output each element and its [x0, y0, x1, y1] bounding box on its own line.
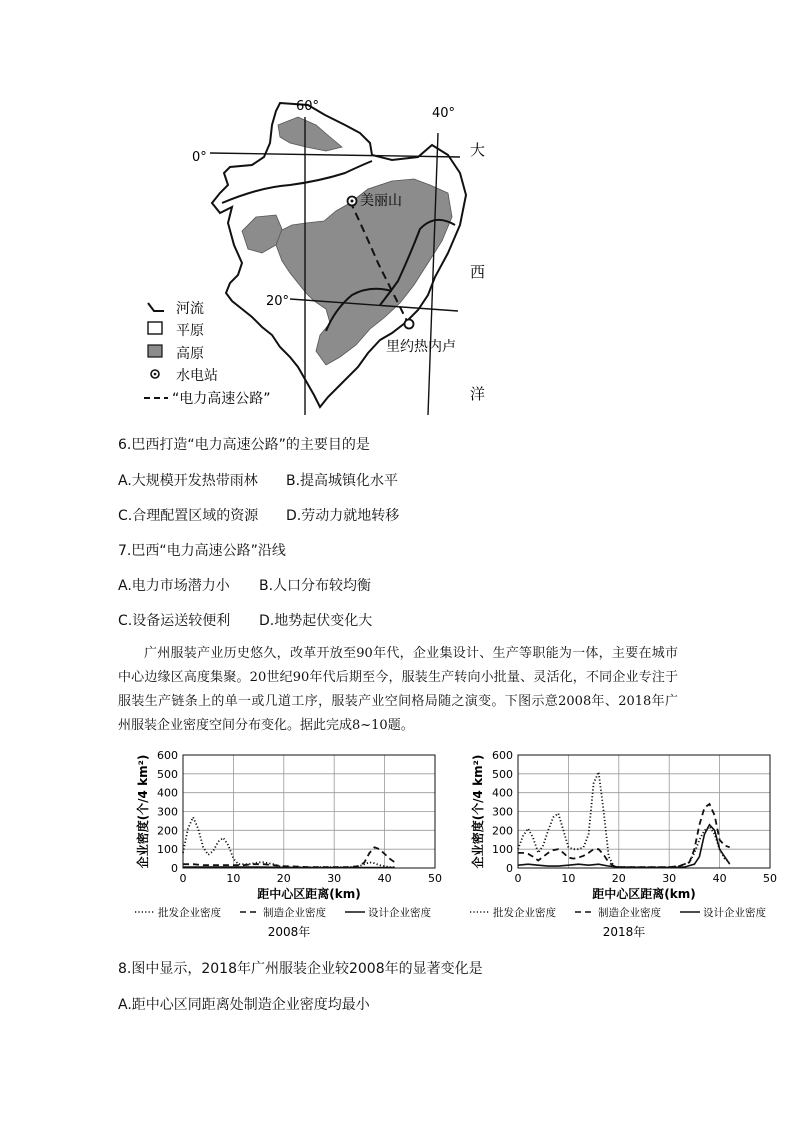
y-tick-label: 400 [492, 786, 513, 800]
y-tick-label: 300 [157, 805, 178, 819]
series-line-dotted [183, 817, 395, 867]
q7-stem: 7.巴西“电力高速公路”沿线 [118, 543, 286, 559]
label-lon60: 60° [296, 99, 320, 114]
y-tick-label: 100 [157, 843, 178, 857]
legend-label-plain: 平原 [176, 323, 204, 339]
q6-option-d[interactable]: D.劳动力就地转移 [286, 508, 400, 524]
legend-label: 设计企业密度 [368, 907, 431, 919]
legend-label: 制造企业密度 [598, 907, 661, 919]
x-tick-label: 0 [179, 872, 187, 885]
legend-label: 设计企业密度 [703, 907, 766, 919]
x-tick-label: 50 [763, 872, 777, 885]
label-rio: 里约热内卢 [386, 339, 456, 355]
brazil-map-figure [130, 95, 500, 415]
x-tick-label: 20 [276, 872, 291, 885]
x-tick-label: 40 [712, 872, 727, 885]
label-lon40: 40° [432, 106, 456, 121]
x-tick-label: 10 [226, 872, 241, 885]
y-tick-label: 500 [157, 767, 178, 781]
series-line-solid [183, 867, 395, 868]
q7-option-d[interactable]: D.地势起伏变化大 [259, 613, 373, 629]
y-tick-label: 0 [171, 862, 178, 875]
series-line-dashed [183, 847, 395, 867]
legend-label-hydro: 水电站 [176, 368, 218, 384]
q8-option-a[interactable]: A.距中心区同距离处制造企业密度均最小 [118, 997, 370, 1013]
chart-2008 [110, 745, 455, 945]
passage-paragraph [118, 642, 678, 738]
hydro-station-icon [151, 370, 159, 378]
label-meilishan: 美丽山 [360, 193, 402, 209]
y-axis-label: 企业密度(个/4 km²) [136, 754, 150, 869]
label-lat0: 0° [192, 150, 207, 165]
q8-stem: 8.图中显示，2018年广州服装企业较2008年的显著变化是 [118, 961, 483, 977]
chart-title: 2008年 [267, 925, 311, 939]
x-tick-label: 10 [561, 872, 576, 885]
y-tick-label: 200 [157, 824, 178, 838]
y-tick-label: 500 [492, 767, 513, 781]
label-lat20: 20° [266, 294, 290, 309]
x-axis-label: 距中心区距离(km) [257, 887, 361, 901]
y-tick-label: 600 [157, 749, 178, 762]
label-ocean-3: 洋 [470, 385, 486, 403]
legend-label: 批发企业密度 [493, 907, 556, 919]
q7-option-b[interactable]: B.人口分布较均衡 [259, 578, 372, 594]
q6-option-a[interactable]: A.大规模开发热带雨林 [118, 473, 258, 489]
y-tick-label: 100 [492, 843, 513, 857]
q6-stem: 6.巴西打造“电力高速公路”的主要目的是 [118, 437, 370, 453]
chart-2018 [445, 745, 790, 945]
x-tick-label: 50 [428, 872, 442, 885]
x-tick-label: 0 [514, 872, 522, 885]
label-ocean-1: 大 [470, 141, 486, 159]
y-tick-label: 200 [492, 824, 513, 838]
plain-icon [148, 322, 162, 334]
x-tick-label: 30 [662, 872, 677, 885]
x-tick-label: 20 [611, 872, 626, 885]
legend-label-river: 河流 [176, 301, 204, 317]
river-icon [148, 303, 164, 311]
brazil-map [130, 95, 500, 415]
rio-marker [405, 320, 414, 329]
chart-title: 2018年 [602, 925, 646, 939]
legend-label: 制造企业密度 [263, 907, 326, 919]
q6-option-c[interactable]: C.合理配置区域的资源 [118, 508, 259, 524]
x-tick-label: 30 [327, 872, 342, 885]
y-tick-label: 400 [157, 786, 178, 800]
x-axis-label: 距中心区距离(km) [592, 887, 696, 901]
series-line-dotted [518, 772, 730, 867]
q6-option-b[interactable]: B.提高城镇化水平 [286, 473, 399, 489]
q7-option-c[interactable]: C.设备运送较便利 [118, 613, 231, 629]
legend-label-power-highway: “电力高速公路” [172, 391, 271, 407]
label-ocean-2: 西 [470, 263, 486, 281]
legend-label-plateau: 高原 [176, 346, 204, 362]
plateau-icon [148, 345, 162, 357]
x-tick-label: 40 [377, 872, 392, 885]
y-tick-label: 600 [492, 749, 513, 762]
y-tick-label: 300 [492, 805, 513, 819]
legend-label: 批发企业密度 [158, 907, 221, 919]
q7-option-a[interactable]: A.电力市场潜力小 [118, 578, 230, 594]
y-tick-label: 0 [506, 862, 513, 875]
hydro-station-meilishan [348, 197, 357, 206]
passage-text: 广州服装产业历史悠久，改革开放至90年代，企业集设计、生产等职能为一体，主要在城市中心边缘区高度集聚。20世纪90年代后期至今，服装生产转向小批量、灵活化，不同企业专注于服装生产链条上的单一或几道工序，服装产业空间格局随之演变。下图示意2008年、2018年广州服装企业密度空间分布变化。据此完成8~10题。 [118, 646, 678, 733]
y-axis-label: 企业密度(个/4 km²) [471, 754, 485, 869]
